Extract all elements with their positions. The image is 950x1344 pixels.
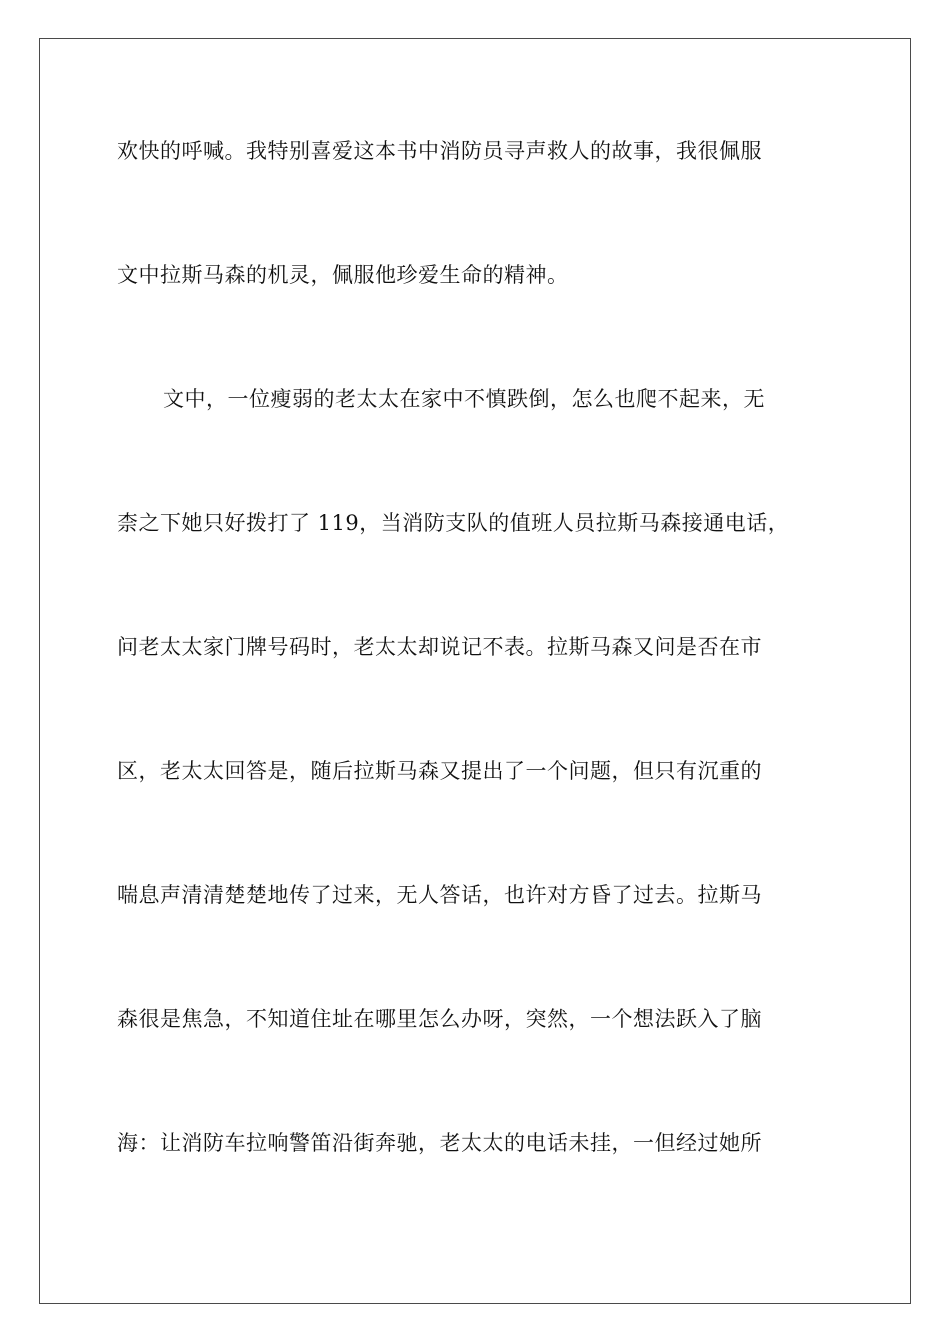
text-line-4: 柰之下她只好拨打了 119，当消防支队的值班人员拉斯马森接通电话， [117, 511, 790, 535]
text-line-9: 海：让消防车拉响警笛沿街奔驰，老太太的电话未挂，一但经过她所 [117, 1131, 762, 1155]
text-line-2: 文中拉斯马森的机灵，佩服他珍爱生命的精神。 [117, 263, 569, 287]
text-line-3-paragraph-start: 文中，一位瘦弱的老太太在家中不慎跌倒，怎么也爬不起来，无 [163, 387, 765, 411]
text-line-7: 喘息声清清楚楚地传了过来，无人答话，也许对方昏了过去。拉斯马 [117, 883, 762, 907]
text-line-5: 问老太太家门牌号码时，老太太却说记不表。拉斯马森又问是否在市 [117, 635, 762, 659]
text-line-8: 森很是焦急，不知道住址在哪里怎么办呀，突然，一个想法跃入了脑 [117, 1007, 762, 1031]
text-line-6: 区，老太太回答是，随后拉斯马森又提出了一个问题，但只有沉重的 [117, 759, 762, 783]
text-line-1: 欢快的呼喊。我特别喜爱这本书中消防员寻声救人的故事，我很佩服 [117, 139, 762, 163]
page-border [39, 38, 911, 1304]
